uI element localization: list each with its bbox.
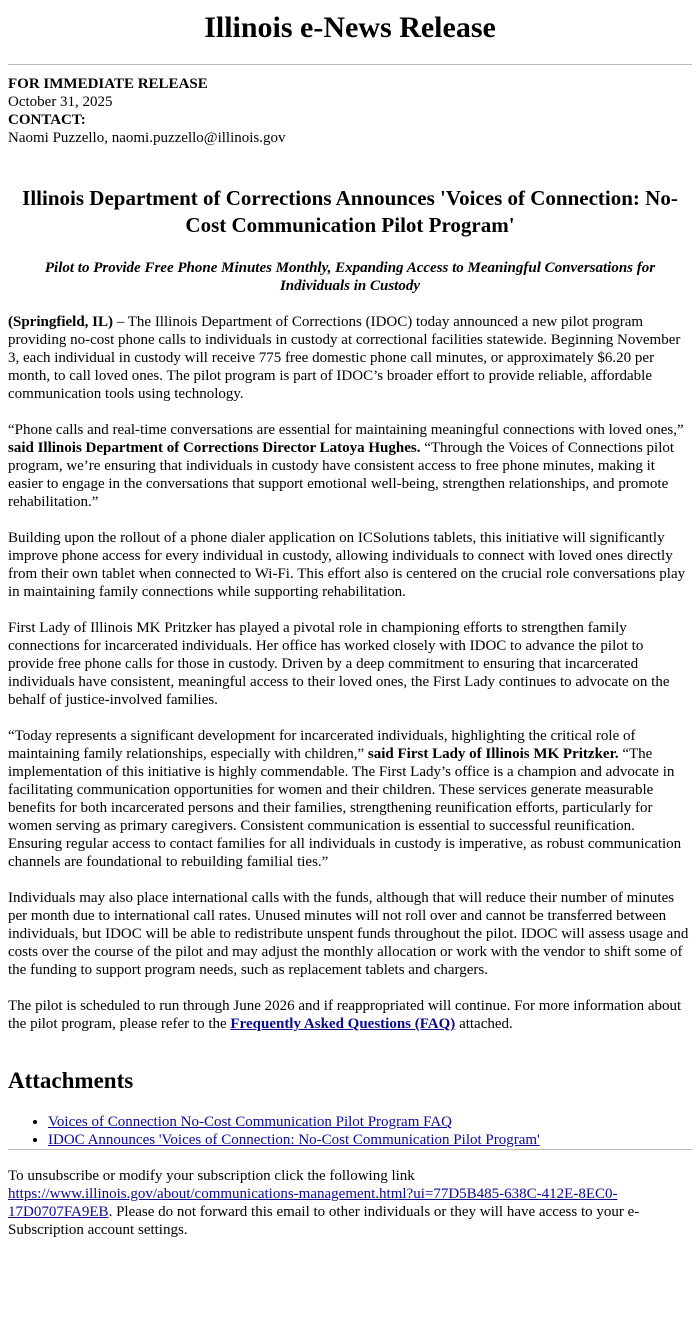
paragraph-schedule: The pilot is scheduled to run through June 2026 and if reappropriated will continue. For more information about the pilot program, please refer to the Frequently Asked Questions (FAQ) attached. [8, 998, 682, 1032]
unsubscribe-notice: To unsubscribe or modify your subscription click the following link https://www.illinois.gov/about/communications-management.html?ui=77D5B485-638C-412E-8EC0-17D0707FA9EB. Please do not forward this email to other individuals or they will have access to your e-Subscription account settings. [8, 1168, 640, 1238]
release-date: October 31, 2025 [8, 94, 113, 110]
list-item [48, 1113, 692, 1131]
paragraph-director-quote: “Phone calls and real-time conversations are essential for maintaining meaningful connections with loved ones,” said Illinois Department of Corrections Director Latoya Hughes. “Through the Voices of Connections pilot program, we’re ensuring that individuals in custody have consistent access to free phone minutes, making it easier to engage in the conversations that support emotional well-being, strengthen relationships, and promote rehabilitation.” [8, 422, 684, 510]
header-divider [8, 64, 692, 65]
article-headline: Illinois Department of Corrections Announces 'Voices of Connection: No-Cost Communication Pilot Program' [22, 186, 678, 237]
paragraph-intro: (Springfield, IL) – The Illinois Department of Corrections (IDOC) today announced a new pilot program providing no-cost phone calls to individuals in custody at correctional facilities statewide. Beginning November 3, each individual in custody will receive 775 free domestic phone call minutes, or approximately $6.20 per month, to call loved ones. The pilot program is part of IDOC’s broader effort to provide reliable, affordable communication tools using technology. [8, 314, 681, 402]
faq-link[interactable]: Frequently Asked Questions (FAQ) [230, 1016, 456, 1032]
first-lady-attribution: said First Lady of Illinois MK Pritzker. [367, 746, 619, 762]
list-item [48, 1131, 692, 1149]
release-label: FOR IMMEDIATE RELEASE [8, 76, 208, 92]
paragraph-first-lady-quote: “Today represents a significant development for incarcerated individuals, highlighting the critical role of maintaining family relationships, especially with children,” said First Lady of Illinois MK Pritzker. “The implementation of this initiative is highly commendable. The First Lady’s office is a champion and advocate in facilitating communication opportunities for women and their children. These services generate measurable benefits for both incarcerated persons and their families, strengthening reunification efforts, particularly for women serving as primary caregivers. Consistent communication is essential to successful reunification. Ensuring regular access to contact families for all individuals in custody is imperative, as robust communication channels are foundational to rebuilding familial ties.” [8, 728, 682, 870]
director-attribution: said Illinois Department of Corrections Director Latoya Hughes. [8, 440, 421, 456]
contact-name: Naomi Puzzello, [8, 130, 112, 146]
article-subhead: Pilot to Provide Free Phone Minutes Monthly, Expanding Access to Meaningful Conversations for Individuals in Custody [44, 260, 656, 294]
dateline: (Springfield, IL) [8, 314, 114, 330]
article-body [8, 313, 692, 1033]
attachment-link-faq[interactable]: Voices of Connection No-Cost Communication Pilot Program FAQ [48, 1114, 453, 1130]
attachment-link-release[interactable]: IDOC Announces 'Voices of Connection: No-Cost Communication Pilot Program' [48, 1132, 540, 1148]
paragraph-first-lady: First Lady of Illinois MK Pritzker has played a pivotal role in championing efforts to strengthen family connections for incarcerated individuals. Her office has worked closely with IDOC to advance the pilot to provide free phone calls for those in custody. Driven by a deep commitment to ensuring that incarcerated individuals have consistent, meaningful access to their loved ones, the First Lady continues to advocate on the behalf of justice-involved families. [8, 620, 670, 708]
footer-divider [8, 1149, 692, 1150]
paragraph-international: Individuals may also place international calls with the funds, although that will reduce their number of minutes per month due to international call rates. Unused minutes will not roll over and cannot be transferred between individuals, but IDOC will be able to redistribute unspent funds throughout the pilot. IDOC will assess usage and costs over the course of the pilot and may adjust the monthly allocation or work with the vendor to shift some of the funding to support program needs, such as replacement tablets and chargers. [8, 890, 689, 978]
contact-label: CONTACT: [8, 112, 86, 128]
unsubscribe-link[interactable]: https://www.illinois.gov/about/communications-management.html?ui=77D5B485-638C-412E-8EC0-17D0707FA9EB [8, 1186, 618, 1220]
attachments-heading: Attachments [8, 1068, 134, 1093]
attachments-list [8, 1113, 692, 1149]
page-title: Illinois e-News Release [204, 11, 496, 44]
email-page [0, 11, 700, 1239]
paragraph-tablets: Building upon the rollout of a phone dialer application on ICSolutions tablets, this initiative will significantly improve phone access for every individual in custody, allowing individuals to connect with loved ones directly from their own tablet when connected to Wi-Fi. This effort also is centered on the crucial role conversations play in maintaining family connections while supporting rehabilitation. [8, 530, 686, 600]
release-meta [8, 75, 692, 147]
contact-email: naomi.puzzello@illinois.gov [111, 130, 286, 146]
